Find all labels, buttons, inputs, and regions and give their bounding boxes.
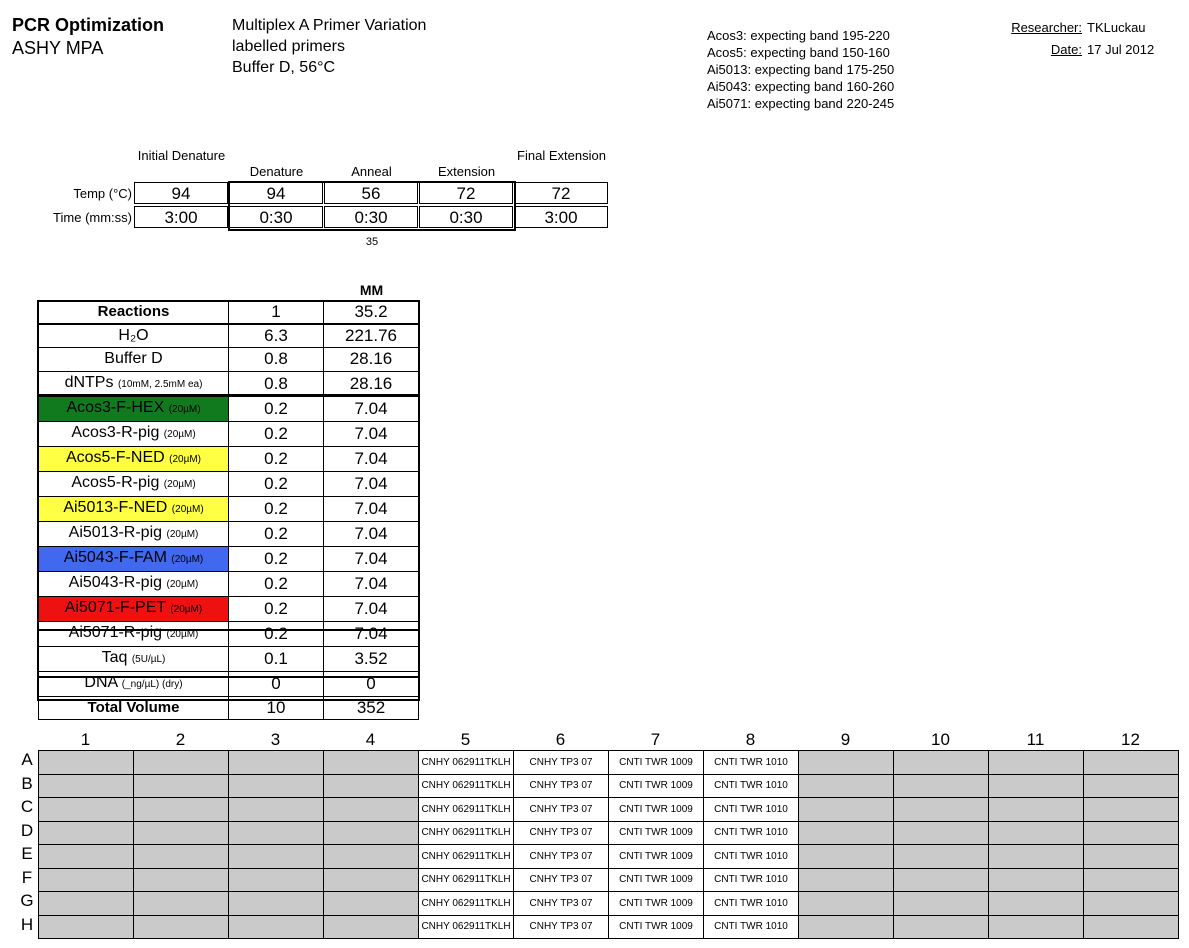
reagent-name-cell bbox=[39, 301, 229, 325]
plate-well bbox=[799, 845, 894, 869]
plate-well bbox=[1084, 892, 1179, 916]
plate-well bbox=[1084, 751, 1179, 775]
plate-well bbox=[989, 845, 1084, 869]
reagent-name-cell bbox=[39, 324, 229, 348]
single-volume-cell: 1 bbox=[229, 301, 324, 325]
reagent-note: (20µM) bbox=[166, 528, 199, 540]
plate-well: CNTI TWR 1010 bbox=[704, 751, 799, 775]
plate-well: CNHY 062911TKLH bbox=[419, 751, 514, 775]
reagent-name: Buffer D bbox=[104, 350, 163, 368]
single-volume-cell: 0.8 bbox=[229, 371, 324, 396]
reagent-name-cell bbox=[39, 646, 229, 671]
reagent-name-cell bbox=[39, 471, 229, 496]
plate-well bbox=[894, 845, 989, 869]
plate-well bbox=[324, 915, 419, 939]
plate-well: CNTI TWR 1009 bbox=[609, 845, 704, 869]
master-mix-volume-cell: 28.16 bbox=[324, 348, 419, 372]
plate-well bbox=[989, 868, 1084, 892]
plate-row-letter: A bbox=[21, 750, 33, 769]
plate-well: CNHY TP3 07 bbox=[514, 915, 609, 939]
temp-cell: 72 bbox=[514, 182, 608, 204]
plate-well bbox=[229, 868, 324, 892]
cycle-count: 35 bbox=[365, 236, 379, 248]
reagent-row bbox=[39, 421, 419, 446]
plate-well bbox=[894, 821, 989, 845]
plate-well bbox=[989, 821, 1084, 845]
reagent-name-cell bbox=[39, 396, 229, 421]
plate-well bbox=[39, 774, 134, 798]
reagent-row bbox=[39, 646, 419, 671]
plate-well bbox=[134, 892, 229, 916]
reagent-row bbox=[39, 446, 419, 471]
plate-column-number: 4 bbox=[365, 730, 376, 749]
plate-well: CNTI TWR 1010 bbox=[704, 915, 799, 939]
single-volume-cell: 0.8 bbox=[229, 348, 324, 372]
plate-row bbox=[39, 868, 1179, 892]
description-line: Buffer D, 56°C bbox=[232, 59, 336, 76]
single-volume-cell: 0.2 bbox=[229, 546, 324, 571]
band-line: Ai5071: expecting band 220-245 bbox=[707, 96, 895, 111]
reagent-name: Taq bbox=[101, 648, 128, 666]
plate-well bbox=[989, 915, 1084, 939]
reagent-note: (20µM) bbox=[163, 428, 196, 440]
master-mix-volume-cell: 7.04 bbox=[324, 571, 419, 596]
reagent-name: Ai5043-R-pig bbox=[68, 573, 163, 591]
time-label: Time (mm:ss) bbox=[53, 210, 132, 225]
reagent-name: Ai5013-R-pig bbox=[68, 523, 163, 541]
plate-well bbox=[39, 868, 134, 892]
plate-column-number: 7 bbox=[650, 730, 661, 749]
plate-well: CNHY TP3 07 bbox=[514, 845, 609, 869]
plate-well bbox=[39, 751, 134, 775]
reagent-note: (20µM) bbox=[168, 403, 201, 415]
reagent-name: Ai5071-R-pig bbox=[68, 623, 163, 641]
plate-well bbox=[134, 774, 229, 798]
band-line: Ai5013: expecting band 175-250 bbox=[707, 62, 895, 77]
temp-cell: 72 bbox=[419, 182, 513, 204]
plate-column-number: 11 bbox=[1026, 730, 1045, 749]
plate-well bbox=[229, 845, 324, 869]
reagent-name-cell bbox=[39, 521, 229, 546]
single-volume-cell: 0.1 bbox=[229, 646, 324, 671]
single-volume-cell: 6.3 bbox=[229, 324, 324, 348]
plate-well bbox=[39, 915, 134, 939]
plate-map bbox=[38, 750, 1179, 939]
plate-well: CNHY TP3 07 bbox=[514, 892, 609, 916]
plate-well bbox=[894, 868, 989, 892]
reagent-name-cell bbox=[39, 696, 229, 720]
plate-column-number: 10 bbox=[931, 730, 950, 749]
plate-well: CNHY TP3 07 bbox=[514, 751, 609, 775]
plate-well bbox=[324, 774, 419, 798]
reagent-row bbox=[39, 696, 419, 720]
plate-column-number: 8 bbox=[745, 730, 756, 749]
time-cell: 0:30 bbox=[419, 206, 513, 228]
band-line: Ai5043: expecting band 160-260 bbox=[707, 79, 895, 94]
master-mix-volume-cell: 3.52 bbox=[324, 646, 419, 671]
mm-header: MM bbox=[359, 282, 384, 298]
single-volume-cell: 0.2 bbox=[229, 471, 324, 496]
plate-well bbox=[134, 821, 229, 845]
plate-well: CNTI TWR 1010 bbox=[704, 845, 799, 869]
plate-well: CNHY 062911TKLH bbox=[419, 892, 514, 916]
plate-row bbox=[39, 845, 1179, 869]
reagent-note: (_ng/µL) (dry) bbox=[121, 678, 183, 690]
master-mix-volume-cell: 7.04 bbox=[324, 471, 419, 496]
reagent-row bbox=[39, 471, 419, 496]
reagent-row bbox=[39, 671, 419, 696]
single-volume-cell: 0.2 bbox=[229, 571, 324, 596]
temp-cell: 94 bbox=[134, 182, 228, 204]
reagent-name: H₂O bbox=[118, 326, 149, 344]
plate-well: CNHY TP3 07 bbox=[514, 821, 609, 845]
plate-well bbox=[989, 892, 1084, 916]
plate-well bbox=[229, 821, 324, 845]
reagent-row bbox=[39, 546, 419, 571]
plate-well bbox=[894, 751, 989, 775]
step-header: Denature bbox=[249, 164, 304, 179]
plate-well bbox=[324, 798, 419, 822]
plate-well: CNTI TWR 1010 bbox=[704, 892, 799, 916]
single-volume-cell: 0.2 bbox=[229, 596, 324, 621]
plate-well bbox=[324, 868, 419, 892]
plate-well bbox=[989, 798, 1084, 822]
plate-well bbox=[799, 892, 894, 916]
reagent-row bbox=[39, 621, 419, 646]
expected-bands bbox=[707, 27, 894, 112]
master-mix-volume-cell: 28.16 bbox=[324, 371, 419, 396]
master-mix-volume-cell: 0 bbox=[324, 671, 419, 696]
reagent-name: Acos5-F-NED bbox=[65, 448, 165, 466]
plate-row-letter: C bbox=[20, 797, 34, 816]
master-mix-volume-cell: 7.04 bbox=[324, 396, 419, 421]
reagent-row bbox=[39, 301, 419, 325]
reagent-name: dNTPs bbox=[64, 373, 114, 391]
time-cell: 0:30 bbox=[324, 206, 418, 228]
single-volume-cell: 0.2 bbox=[229, 421, 324, 446]
reagent-name: Acos3-R-pig bbox=[71, 423, 160, 441]
plate-well bbox=[324, 845, 419, 869]
plate-row-letter: E bbox=[21, 844, 33, 863]
reagent-name: Ai5013-F-NED bbox=[63, 498, 168, 516]
time-cell: 3:00 bbox=[514, 206, 608, 228]
plate-well bbox=[1084, 845, 1179, 869]
plate-row bbox=[39, 751, 1179, 775]
plate-well: CNTI TWR 1010 bbox=[704, 868, 799, 892]
plate-row bbox=[39, 798, 1179, 822]
plate-row bbox=[39, 892, 1179, 916]
date-value: 17 Jul 2012 bbox=[1087, 42, 1155, 57]
description-line: Multiplex A Primer Variation bbox=[232, 17, 427, 34]
date-label: Date: bbox=[1050, 42, 1082, 57]
plate-well bbox=[229, 915, 324, 939]
temp-label: Temp (°C) bbox=[73, 186, 132, 201]
reagent-note: (20µM) bbox=[169, 453, 201, 465]
plate-column-number: 6 bbox=[555, 730, 566, 749]
plate-well bbox=[39, 845, 134, 869]
plate-well bbox=[134, 798, 229, 822]
plate-well: CNTI TWR 1009 bbox=[609, 798, 704, 822]
reagent-name: DNA bbox=[84, 673, 118, 691]
plate-well bbox=[799, 821, 894, 845]
plate-well bbox=[1084, 798, 1179, 822]
reagent-name-cell bbox=[39, 571, 229, 596]
plate-well bbox=[134, 868, 229, 892]
reagent-name: Ai5043-F-FAM bbox=[63, 548, 167, 566]
master-mix-volume-cell: 7.04 bbox=[324, 446, 419, 471]
single-volume-cell: 0.2 bbox=[229, 621, 324, 646]
reagent-name-cell bbox=[39, 348, 229, 372]
band-line: Acos3: expecting band 195-220 bbox=[707, 28, 890, 43]
plate-well bbox=[1084, 868, 1179, 892]
reagent-note: (20µM) bbox=[166, 578, 199, 590]
plate-well bbox=[799, 774, 894, 798]
reagent-name-cell bbox=[39, 671, 229, 696]
plate-column-number: 3 bbox=[270, 730, 281, 749]
reagent-row bbox=[39, 596, 419, 621]
reagent-note: (20µM) bbox=[163, 478, 196, 490]
master-mix-volume-cell: 7.04 bbox=[324, 521, 419, 546]
plate-well: CNTI TWR 1010 bbox=[704, 798, 799, 822]
plate-well: CNTI TWR 1009 bbox=[609, 751, 704, 775]
plate-well bbox=[989, 774, 1084, 798]
reagent-table bbox=[38, 300, 419, 720]
plate-well bbox=[1084, 915, 1179, 939]
plate-row-letter: B bbox=[21, 773, 33, 793]
plate-well: CNTI TWR 1009 bbox=[609, 821, 704, 845]
plate-well: CNHY 062911TKLH bbox=[419, 774, 514, 798]
plate-well bbox=[894, 915, 989, 939]
master-mix-volume-cell: 7.04 bbox=[324, 496, 419, 521]
plate-well bbox=[324, 892, 419, 916]
plate-well bbox=[229, 751, 324, 775]
plate-well bbox=[324, 751, 419, 775]
plate-well: CNHY TP3 07 bbox=[514, 798, 609, 822]
reagent-note: (20µM) bbox=[170, 603, 203, 615]
page-title: PCR Optimization bbox=[12, 15, 164, 35]
master-mix-volume-cell: 7.04 bbox=[324, 421, 419, 446]
plate-well bbox=[799, 751, 894, 775]
plate-well bbox=[799, 868, 894, 892]
single-volume-cell: 0.2 bbox=[229, 446, 324, 471]
step-header: Anneal bbox=[351, 164, 392, 179]
reagent-note: (5U/µL) bbox=[131, 653, 166, 665]
reagent-row bbox=[39, 348, 419, 372]
reagent-row bbox=[39, 371, 419, 396]
plate-well: CNTI TWR 1010 bbox=[704, 774, 799, 798]
plate-column-number: 12 bbox=[1121, 730, 1140, 749]
reagent-name-cell bbox=[39, 621, 229, 646]
researcher-value: TKLuckau bbox=[1087, 20, 1146, 35]
master-mix-volume-cell: 35.2 bbox=[324, 301, 419, 325]
reagent-note: (20µM) bbox=[171, 503, 204, 515]
plate-row-letter: G bbox=[20, 891, 34, 910]
reagent-name-cell bbox=[39, 421, 229, 446]
reagent-note: (10mM, 2.5mM ea) bbox=[117, 378, 203, 390]
time-cell: 0:30 bbox=[229, 206, 323, 228]
step-header: Final Extension bbox=[517, 148, 606, 163]
plate-well: CNHY 062911TKLH bbox=[419, 845, 514, 869]
step-header: Initial Denature bbox=[137, 148, 226, 163]
master-mix-volume-cell: 352 bbox=[324, 696, 419, 720]
reagent-name: Acos5-R-pig bbox=[71, 473, 160, 491]
reagent-name-cell bbox=[39, 446, 229, 471]
reagent-name-cell bbox=[39, 371, 229, 396]
plate-well: CNTI TWR 1009 bbox=[609, 868, 704, 892]
plate-column-number: 2 bbox=[175, 730, 186, 749]
plate-row-letter: D bbox=[20, 820, 34, 840]
experiment-description bbox=[232, 15, 426, 78]
plate-well: CNHY 062911TKLH bbox=[419, 821, 514, 845]
plate-well bbox=[1084, 774, 1179, 798]
reagent-note: (20µM) bbox=[171, 553, 204, 565]
band-line: Acos5: expecting band 150-160 bbox=[707, 45, 890, 60]
plate-well: CNTI TWR 1009 bbox=[609, 892, 704, 916]
single-volume-cell: 0.2 bbox=[229, 396, 324, 421]
master-mix-volume-cell: 7.04 bbox=[324, 546, 419, 571]
plate-well: CNHY 062911TKLH bbox=[419, 798, 514, 822]
plate-well bbox=[1084, 821, 1179, 845]
plate-well: CNHY 062911TKLH bbox=[419, 868, 514, 892]
temp-cell: 94 bbox=[229, 182, 323, 204]
reagent-name: Total Volume bbox=[87, 698, 180, 716]
single-volume-cell: 0.2 bbox=[229, 496, 324, 521]
reagent-row bbox=[39, 571, 419, 596]
reagent-row bbox=[39, 324, 419, 348]
researcher-label: Researcher: bbox=[1011, 20, 1082, 35]
plate-column-number: 9 bbox=[840, 730, 851, 749]
plate-well bbox=[229, 798, 324, 822]
reagent-row bbox=[39, 396, 419, 421]
reagent-name: Reactions bbox=[97, 303, 170, 321]
single-volume-cell: 0.2 bbox=[229, 521, 324, 546]
plate-well bbox=[39, 798, 134, 822]
plate-well: CNHY 062911TKLH bbox=[419, 915, 514, 939]
reagent-name: Ai5071-F-PET bbox=[64, 598, 166, 616]
reagent-note: (20µM) bbox=[166, 628, 199, 640]
single-volume-cell: 10 bbox=[229, 696, 324, 720]
plate-well bbox=[229, 892, 324, 916]
master-mix-volume-cell: 221.76 bbox=[324, 324, 419, 348]
plate-column-number: 1 bbox=[80, 730, 91, 749]
plate-well bbox=[134, 915, 229, 939]
plate-well bbox=[134, 845, 229, 869]
plate-row bbox=[39, 774, 1179, 798]
reagent-name-cell bbox=[39, 596, 229, 621]
plate-well bbox=[324, 821, 419, 845]
plate-well bbox=[894, 774, 989, 798]
plate-well bbox=[229, 774, 324, 798]
plate-well bbox=[39, 892, 134, 916]
temp-cell: 56 bbox=[324, 182, 418, 204]
plate-well: CNHY TP3 07 bbox=[514, 868, 609, 892]
time-cell: 3:00 bbox=[134, 206, 228, 228]
master-mix-volume-cell: 7.04 bbox=[324, 621, 419, 646]
reagent-row bbox=[39, 496, 419, 521]
plate-row-letter: F bbox=[21, 867, 33, 887]
plate-well bbox=[894, 798, 989, 822]
plate-well: CNTI TWR 1009 bbox=[609, 915, 704, 939]
plate-row bbox=[39, 821, 1179, 845]
plate-row-letter: H bbox=[20, 914, 34, 934]
description-line: labelled primers bbox=[232, 38, 345, 55]
plate-well: CNHY TP3 07 bbox=[514, 774, 609, 798]
plate-well bbox=[799, 915, 894, 939]
plate-well: CNTI TWR 1010 bbox=[704, 821, 799, 845]
meta-block bbox=[990, 17, 1154, 61]
reagent-name: Acos3-F-HEX bbox=[66, 398, 165, 416]
reagent-name-cell bbox=[39, 546, 229, 571]
plate-well bbox=[799, 798, 894, 822]
plate-well: CNTI TWR 1009 bbox=[609, 774, 704, 798]
reagent-name-cell bbox=[39, 496, 229, 521]
plate-well bbox=[39, 821, 134, 845]
single-volume-cell: 0 bbox=[229, 671, 324, 696]
plate-column-number: 5 bbox=[460, 730, 471, 749]
step-header: Extension bbox=[437, 164, 496, 179]
plate-row bbox=[39, 915, 1179, 939]
page-subtitle: ASHY MPA bbox=[12, 38, 104, 58]
plate-well bbox=[989, 751, 1084, 775]
reagent-row bbox=[39, 521, 419, 546]
master-mix-volume-cell: 7.04 bbox=[324, 596, 419, 621]
plate-well bbox=[134, 751, 229, 775]
plate-well bbox=[894, 892, 989, 916]
